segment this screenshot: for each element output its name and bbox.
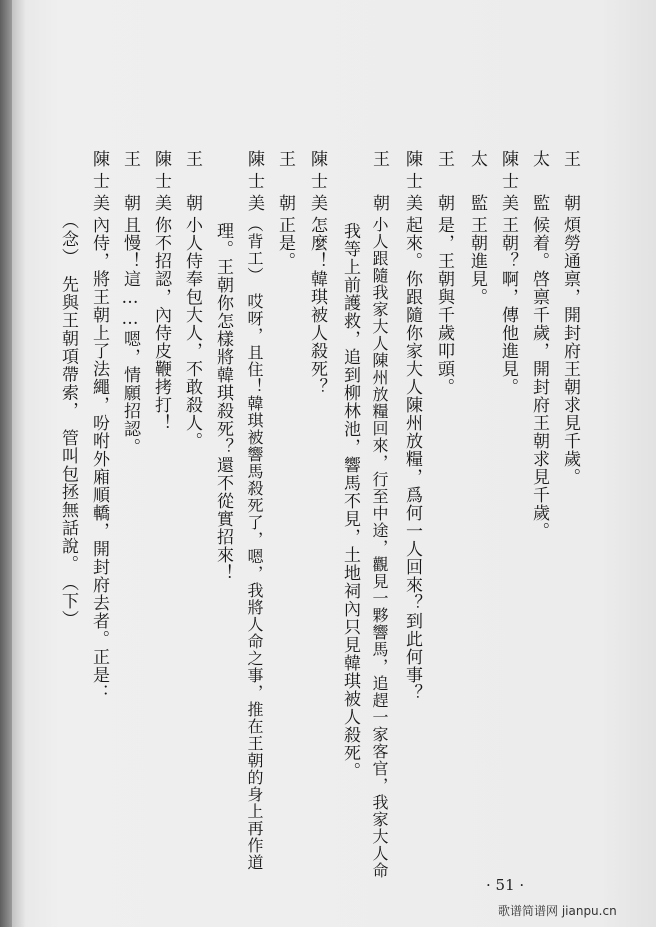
dialogue-text: （背工） 哎呀，且住！韓琪被響馬殺死了，嗯，我將人命之事，推在王朝的身上再作道: [245, 216, 264, 871]
dialogue-column-13: [180, 150, 204, 450]
site-watermark: 歌谱简谱网 jianpu.cn: [498, 904, 617, 918]
page-number: · 51 ·: [486, 876, 525, 894]
dialogue-column-8: [338, 222, 362, 780]
dialogue-text: 起來。你跟隨你家大人陳州放糧，爲何一人回來？到此何事？: [402, 216, 422, 702]
book-spine-shadow: [0, 0, 12, 927]
speaker-label: 王 朝: [434, 150, 454, 216]
speaker-label: 太 監: [467, 150, 487, 216]
speaker-label: 陳士美: [244, 150, 264, 216]
speaker-label: 太 監: [529, 150, 549, 216]
dialogue-column-12: [211, 222, 235, 582]
speaker-label: 陳士美: [402, 150, 422, 216]
dialogue-text: 是，王朝與千歲叩頭。: [434, 216, 454, 396]
dialogue-text: 理。王朝你怎樣將韓琪殺死？還不從實招來！: [213, 222, 233, 582]
dialogue-column-5: [432, 150, 456, 396]
speaker-label: 王 朝: [275, 150, 295, 216]
dialogue-text: 正是。: [275, 216, 295, 270]
dialogue-column-16: [87, 150, 111, 702]
dialogue-column-9: [305, 150, 329, 396]
dialogue-column-4: [465, 150, 489, 306]
dialogue-text: 小人跟隨我家大人陳州放糧回來，行至中途，觀見一夥響馬，追趕一家客官，我家大人命: [370, 216, 389, 879]
dialogue-column-15: [118, 150, 142, 456]
dialogue-text: 王朝？啊，傳他進見。: [498, 216, 518, 396]
speaker-label: 陳士美: [151, 150, 171, 216]
dialogue-column-14: [149, 150, 173, 432]
speaker-label: 陳士美: [89, 150, 109, 216]
speaker-label: 陳士美: [307, 150, 327, 216]
dialogue-column-11: [243, 150, 265, 871]
speaker-label: 陳士美: [498, 150, 518, 216]
dialogue-text: 怎麼！韓琪被人殺死？: [307, 216, 327, 396]
dialogue-text: （念） 先與王朝項帶索， 管叫包拯無話說。 （下）: [58, 212, 78, 628]
dialogue-column-17: [56, 212, 80, 628]
dialogue-column-1: [558, 150, 582, 486]
dialogue-column-10: [273, 150, 297, 270]
dialogue-text: 候着。啓禀千歲，開封府王朝求見千歲。: [529, 216, 549, 540]
dialogue-text: 小人侍奉包大人，不敢殺人。: [182, 216, 202, 450]
speaker-label: 王 朝: [182, 150, 202, 216]
dialogue-text: 你不招認，內侍皮鞭拷打！: [151, 216, 171, 432]
dialogue-text: 內侍，將王朝上了法繩，吩咐外廂順轎，開封府去者。正是：: [89, 216, 109, 702]
speaker-label: 王 朝: [369, 150, 389, 216]
dialogue-column-3: [496, 150, 520, 396]
speaker-label: 王 朝: [560, 150, 580, 216]
dialogue-column-6: [400, 150, 424, 702]
dialogue-text: 煩勞通禀，開封府王朝求見千歲。: [560, 216, 580, 486]
dialogue-text: 我等上前護救，追到柳林池，響馬不見，土地祠內只見韓琪被人殺死。: [340, 222, 360, 780]
dialogue-column-7: [368, 150, 390, 879]
speaker-label: 王 朝: [120, 150, 140, 216]
dialogue-text: 且慢！這……嗯，情願招認。: [120, 216, 140, 456]
dialogue-column-2: [527, 150, 551, 540]
dialogue-text: 王朝進見。: [467, 216, 487, 306]
